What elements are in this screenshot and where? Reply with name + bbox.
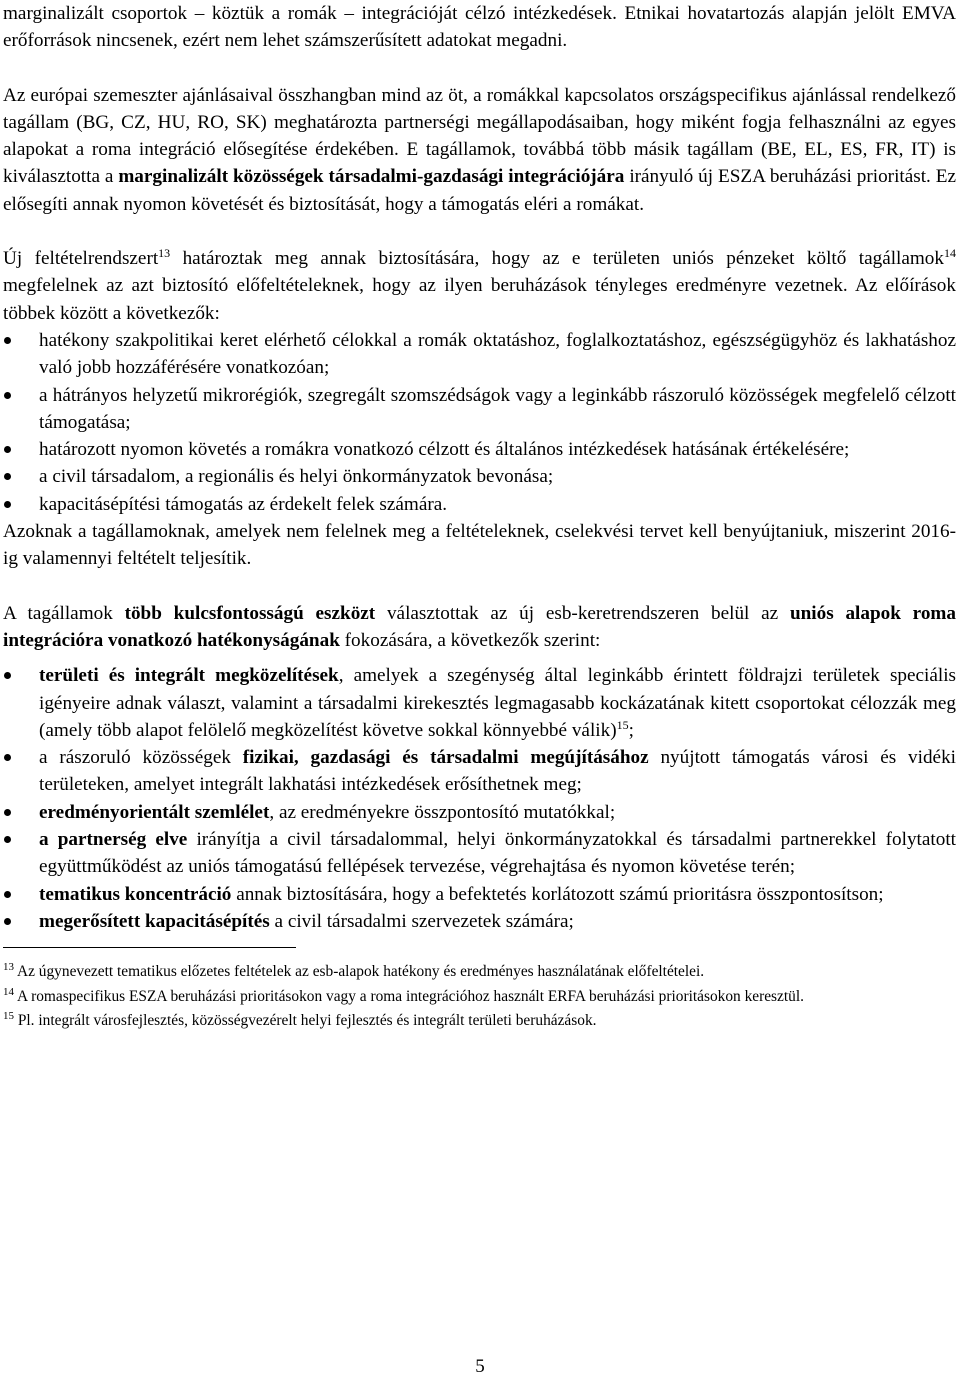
list-item: eredményorientált szemlélet, az eredményekre összpontosító mutatókkal; (3, 799, 956, 826)
paragraph-intro: marginalizált csoportok – köztük a romák – integrációját célzó intézkedések. Etnikai hovatartozás alapján jelölt EMVA erőforrások nincsenek, ezért nem lehet számszerűsített adatokat megadni. (3, 3, 956, 52)
conditions-list (3, 327, 956, 518)
bullet-icon (4, 473, 11, 480)
list-item: kapacitásépítési támogatás az érdekelt felek számára. (3, 491, 956, 518)
list-item: a civil társadalom, a regionális és helyi önkormányzatok bevonása; (3, 463, 956, 490)
list-item: a partnerség elve irányítja a civil társadalommal, helyi önkormányzatokkal és társadalmi partnerekkel folytatott együttműködést az uniós támogatású fellépések tervezése, végrehajtása és nyomon követése terén; (3, 826, 956, 881)
bullet-icon (4, 446, 11, 453)
list-item: tematikus koncentráció annak biztosítására, hogy a befektetés korlátozott számú prioritásra összpontosítson; (3, 881, 956, 908)
bullet-icon (4, 918, 11, 925)
footnote-ref-13[interactable]: 13 (158, 246, 171, 261)
paragraph-key-tools: A tagállamok több kulcsfontosságú eszközt választottak az új esb-keretrendszeren belül az uniós alapok roma integrációra vonatkozó hatékonyságának fokozására, a következők szerint: (3, 602, 957, 651)
footnote-ref-15[interactable]: 15 (616, 717, 629, 732)
paragraph-semester: Az európai szemeszter ajánlásaival összhangban mind az öt, a romákkal kapcsolatos országspecifikus ajánlással rendelkező tagállam (BG, CZ, HU, RO, SK) meghatározta partnerségi megállapodásaiban, hogy miként fogja felhasználni az egyes alapokat a roma integráció elősegítése érdekében. E tagállamok, továbbá több másik tagállam (BE, EL, ES, FR, IT) is kiválasztotta a marginalizált közösségek társadalmi-gazdasági integrációjára irányuló új ESZA beruházási prioritást. Ez elősegíti annak nyomon követését és biztosítását, hogy a támogatás eléri a romákat. (3, 84, 956, 215)
bullet-icon (4, 672, 11, 679)
tools-list (3, 662, 956, 935)
bullet-icon (4, 754, 11, 761)
list-item: határozott nyomon követés a romákra vonatkozó célzott és általános intézkedések hatásának értékelésére; (3, 436, 956, 463)
list-item: megerősített kapacitásépítés a civil társadalmi szervezetek számára; (3, 908, 956, 935)
document-page (3, 0, 956, 1034)
paragraph-conditions: Új feltételrendszert$^{13}$ határoztak meg annak biztosítására, hogy az e területen uniós pénzeket költő tagállamok$^{14}$ megfelelnek az azt biztosító előfeltételeknek, hogy az ilyen beruházások tényleges eredményre vezetnek. Az előírások többek között a következők: (3, 246, 956, 324)
footnote-divider (3, 947, 296, 948)
footnote-13: $^{13}$ Az úgynevezett tematikus előzetes feltételek az esb-alapok hatékony és eredményes használatának előfeltételei. (3, 961, 705, 981)
footnote-15: $^{15}$ Pl. integrált városfejlesztés, közösségvezérelt helyi fejlesztés és integrált területi beruházások. (3, 1010, 597, 1030)
list-item: a hátrányos helyzetű mikrorégiók, szegregált szomszédságok vagy a leginkább rászoruló közösségek megfelelő célzott támogatása; (3, 382, 956, 437)
footnote-14: $^{14}$ A romaspecifikus ESZA beruházási prioritásokon vagy a roma integrációhoz használt ERFA beruházási prioritásokon keresztül. (3, 985, 804, 1005)
footnote-ref-14[interactable]: 14 (944, 246, 956, 261)
bullet-icon (4, 501, 11, 508)
bullet-icon (4, 337, 11, 344)
page-number: 5 (475, 1356, 485, 1377)
bullet-icon (4, 392, 11, 399)
list-item: a rászoruló közösségek fizikai, gazdasági és társadalmi megújításához nyújtott támogatás városi és vidéki területeken, amelyet integrált lakhatási intézkedések erősíthetnek meg; (3, 744, 956, 799)
bullet-icon (4, 891, 11, 898)
list-item: hatékony szakpolitikai keret elérhető célokkal a romák oktatáshoz, foglalkoztatáshoz, egészségügyhöz és lakhatáshoz való jobb hozzáférésére vonatkozóan; (3, 327, 956, 382)
list-item: területi és integrált megközelítések, amelyek a szegénység által leginkább érintett földrajzi területek speciális igényeire adnak választ, valamint a társadalmi kirekesztés legmagasabb kockázatának kitett csoportokat célozzák meg (amely több alapot felölelő megközelítést követve sokkal könnyebbé válik)$^{15}$; (3, 662, 956, 744)
bullet-icon (4, 809, 11, 816)
bullet-icon (4, 836, 11, 843)
paragraph-action-plan: Azoknak a tagállamoknak, amelyek nem felelnek meg a feltételeknek, cselekvési tervet kell benyújtaniuk, miszerint 2016-ig valamennyi feltételt teljesítik. (3, 521, 956, 570)
